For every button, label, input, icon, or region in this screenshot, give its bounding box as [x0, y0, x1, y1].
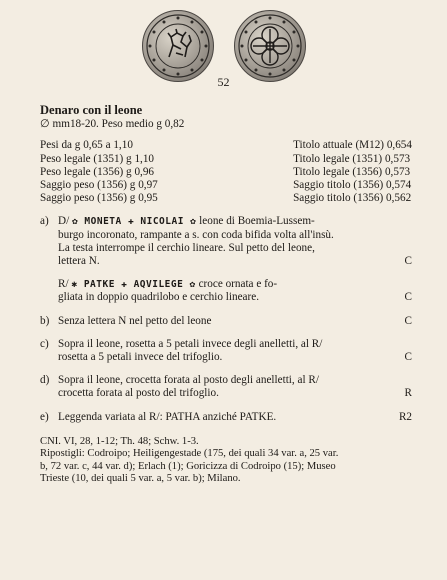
variant-text: lettera N.	[58, 255, 100, 268]
variant-body	[58, 374, 412, 400]
variant-label: c)	[40, 337, 49, 350]
weight-row: Saggio peso (1356) g 0,97	[40, 179, 158, 192]
variant-line: Sopra il leone, rosetta a 5 petali invece degli anelletti, al R/	[58, 337, 323, 350]
variant-line	[58, 255, 412, 268]
rarity-grade: C	[404, 291, 412, 304]
coin-images	[0, 10, 447, 82]
variant-e	[40, 411, 412, 424]
weight-row: Peso legale (1356) g 0,96	[40, 165, 155, 178]
variant-line: Sopra il leone, crocetta forata al posto degli anelletti, al R/	[58, 374, 319, 387]
titolo-row: Titolo attuale (M12) 0,654	[293, 139, 412, 152]
variant-line: La testa interrompe il cerchio lineare. Sul petto del leone,	[58, 241, 315, 254]
variant-line	[58, 291, 412, 304]
variant-text: gliata in doppio quadrilobo e cerchio lineare.	[58, 291, 259, 304]
variant-b	[40, 315, 412, 328]
variant-d	[40, 374, 412, 400]
variant-line: burgo incoronato, rampante a s. con coda bifida volta all'insù.	[58, 228, 334, 241]
variant-body	[58, 411, 412, 424]
variant-line	[58, 387, 412, 400]
rarity-grade: C	[404, 314, 412, 327]
variant-text: leone di Boemia-Lussem-	[199, 215, 315, 228]
weight-row: Peso legale (1351) g 1,10	[40, 152, 155, 165]
references	[40, 436, 412, 486]
variant-a	[40, 215, 412, 268]
rarity-grade: R	[404, 387, 412, 400]
variant-label: a)	[40, 215, 49, 228]
rarity-grade: R2	[398, 410, 412, 423]
weights-right-column	[293, 139, 412, 205]
titolo-row: Titolo legale (1356) 0,573	[293, 165, 411, 178]
variant-c	[40, 338, 412, 364]
weights-left-column	[40, 139, 158, 205]
variant-a-reverse	[40, 278, 412, 304]
reference-line: Trieste (10, dei quali 5 var. a, 5 var. b); Milano.	[40, 473, 241, 485]
entry-title: Denaro con il leone	[40, 103, 143, 117]
variant-text: Leggenda variata al R/: PATHA anziché PATKE.	[58, 410, 277, 423]
weight-row: Pesi da g 0,65 a 1,10	[40, 139, 133, 152]
variant-text: crocetta forata al posto del trifoglio.	[58, 387, 219, 400]
rarity-grade: C	[404, 351, 412, 364]
variant-label: e)	[40, 410, 49, 423]
lion-coin-icon	[143, 11, 213, 81]
variant-text: croce ornata e fo-	[198, 278, 278, 291]
rarity-grade: C	[404, 255, 412, 268]
variant-line	[58, 278, 412, 291]
variant-line	[58, 351, 412, 364]
titolo-row: Titolo legale (1351) 0,573	[293, 152, 411, 165]
obverse-prefix: D/	[58, 215, 70, 228]
reverse-legend: ✱ PATKE ✚ AQVILEGE ✿	[71, 279, 196, 291]
variant-body	[58, 215, 412, 268]
weight-row: Saggio peso (1356) g 0,95	[40, 192, 158, 205]
coin-reverse-image	[234, 10, 306, 82]
cross-coin-icon	[235, 11, 305, 81]
variant-text: rosetta a 5 petali invece del trifoglio.	[58, 351, 223, 364]
titolo-row: Saggio titolo (1356) 0,574	[293, 179, 412, 192]
reference-line: b, 72 var. c, 44 var. d); Erlach (1); Goricizza di Codroipo (15); Museo	[40, 460, 336, 472]
entry-subtitle: ∅ mm18-20. Peso medio g 0,82	[40, 118, 185, 131]
catalog-entry	[40, 104, 412, 485]
reference-line: CNI. VI, 28, 1-12; Th. 48; Schw. 1-3.	[40, 435, 199, 447]
titolo-row: Saggio titolo (1356) 0,562	[293, 192, 412, 205]
variant-line	[58, 215, 412, 228]
reference-line: Ripostigli: Codroipo; Heiligengestade (175, dei quali 34 var. a, 25 var.	[40, 448, 339, 460]
reverse-prefix: R/	[58, 278, 69, 291]
variant-text: Senza lettera N nel petto del leone	[58, 314, 212, 327]
variant-body	[58, 315, 412, 328]
weights-table	[40, 139, 412, 205]
obverse-legend: ✿ MONETA ✚ NICOLAI ✿	[71, 216, 197, 228]
variant-body	[58, 338, 412, 364]
coin-obverse-image	[142, 10, 214, 82]
page-number: 52	[217, 75, 230, 89]
variant-label: b)	[40, 314, 50, 327]
variant-label: d)	[40, 374, 50, 387]
